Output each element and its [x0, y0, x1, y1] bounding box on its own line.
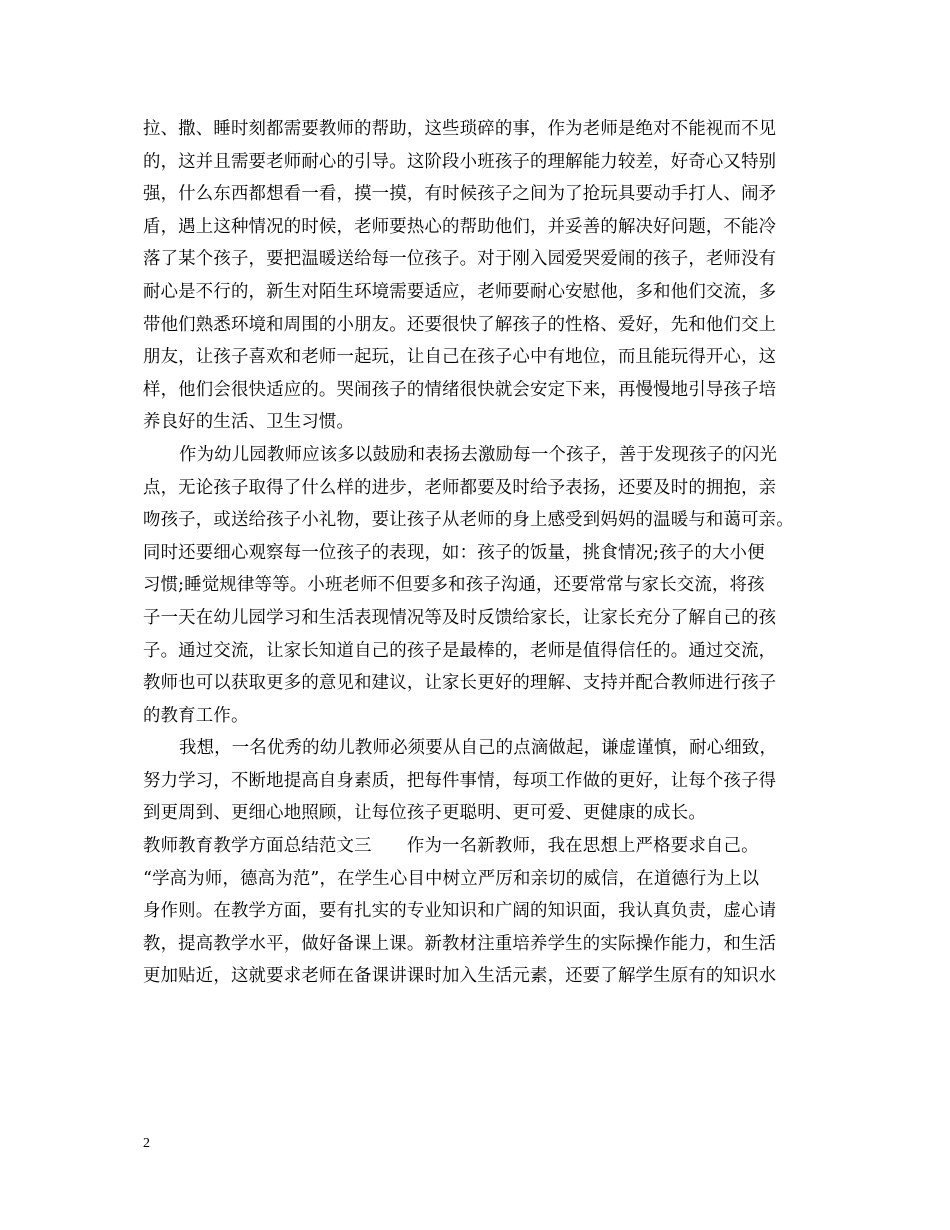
- text-line: 点，无论孩子取得了什么样的进步，老师都要及时给予表扬，还要及时的拥抱，亲: [143, 477, 777, 498]
- text-line: 更加贴近，这就要求老师在备课讲课时加入生活元素，还要了解学生原有的知识水: [143, 966, 777, 987]
- text-line: 拉、撒、睡时刻都需要教师的帮助，这些琐碎的事，作为老师是绝对不能视而不见: [143, 119, 777, 139]
- text-line: 到更周到、更细心地照顾，让每位孩子更聪明、更可爱、更健康的成长。: [143, 803, 706, 824]
- page-number: 2: [143, 1136, 150, 1151]
- text-line: 努力学习，不断地提高自身素质，把每件事情，每项工作做的更好，让每个孩子得: [143, 770, 777, 791]
- text-line: 吻孩子，或送给孩子小礼物，要让孩子从老师的身上感受到妈妈的温暖与和蔼可亲。: [143, 510, 794, 531]
- text-line: 朋友，让孩子喜欢和老师一起玩，让自己在孩子心中有地位，而且能玩得开心，这: [143, 347, 777, 368]
- text-line: 的，这并且需要老师耐心的引导。这阶段小班孩子的理解能力较差，好奇心又特别: [143, 151, 777, 172]
- text-line: 样，他们会很快适应的。哭闹孩子的情绪很快就会安定下来，再慢慢地引导孩子培: [143, 379, 777, 400]
- text-line: 教师也可以获取更多的意见和建议，让家长更好的理解、支持并配合教师进行孩子: [143, 673, 777, 694]
- text-line: 养良好的生活、卫生习惯。: [143, 412, 355, 433]
- text-line: 盾，遇上这种情况的时候，老师要热心的帮助他们，并妥善的解决好问题，不能冷: [143, 216, 777, 237]
- text-line: 带他们熟悉环境和周围的小朋友。还要很快了解孩子的性格、爱好，先和他们交上: [143, 314, 777, 335]
- text-line: 同时还要细心观察每一位孩子的表现，如：孩子的饭量，挑食情况;孩子的大小便: [143, 542, 765, 563]
- paragraph-start-line: 作为幼儿园教师应该多以鼓励和表扬去激励每一个孩子，善于发现孩子的闪光: [179, 444, 778, 465]
- text-line: 的教育工作。: [143, 705, 249, 726]
- text-line: 强，什么东西都想看一看，摸一摸，有时候孩子之间为了抢玩具要动手打人、闹矛: [143, 184, 777, 205]
- body-text: [143, 113, 823, 993]
- text-line: “学高为师，德高为范”，在学生心目中树立严厉和亲切的威信，在道德行为上以: [143, 868, 760, 889]
- text-line: 落了某个孩子，要把温暖送给每一位孩子。对于刚入园爱哭爱闹的孩子，老师没有: [143, 249, 777, 270]
- text-line: 身作则。在教学方面，要有扎实的专业知识和广阔的知识面，我认真负责，虚心请: [143, 901, 777, 922]
- text-line: 子。通过交流，让家长知道自己的孩子是最棒的，老师是值得信任的。通过交流，: [143, 640, 777, 661]
- paragraph-start-line: 我想，一名优秀的幼儿教师必须要从自己的点滴做起，谦虚谨慎，耐心细致，: [179, 738, 778, 759]
- text-line: 习惯;睡觉规律等等。小班老师不但要多和孩子沟通，还要常常与家长交流，将孩: [143, 575, 765, 596]
- text-line: 子一天在幼儿园学习和生活表现情况等及时反馈给家长，让家长充分了解自己的孩: [143, 607, 777, 628]
- text-line: 耐心是不行的，新生对陌生环境需要适应，老师要耐心安慰他，多和他们交流，多: [143, 281, 777, 302]
- text-line: 教，提高教学水平，做好备课上课。新教材注重培养学生的实际操作能力，和生活: [143, 933, 777, 954]
- section-heading-line: 教师教育教学方面总结范文三 作为一名新教师，我在思想上严格要求自己。: [143, 836, 759, 857]
